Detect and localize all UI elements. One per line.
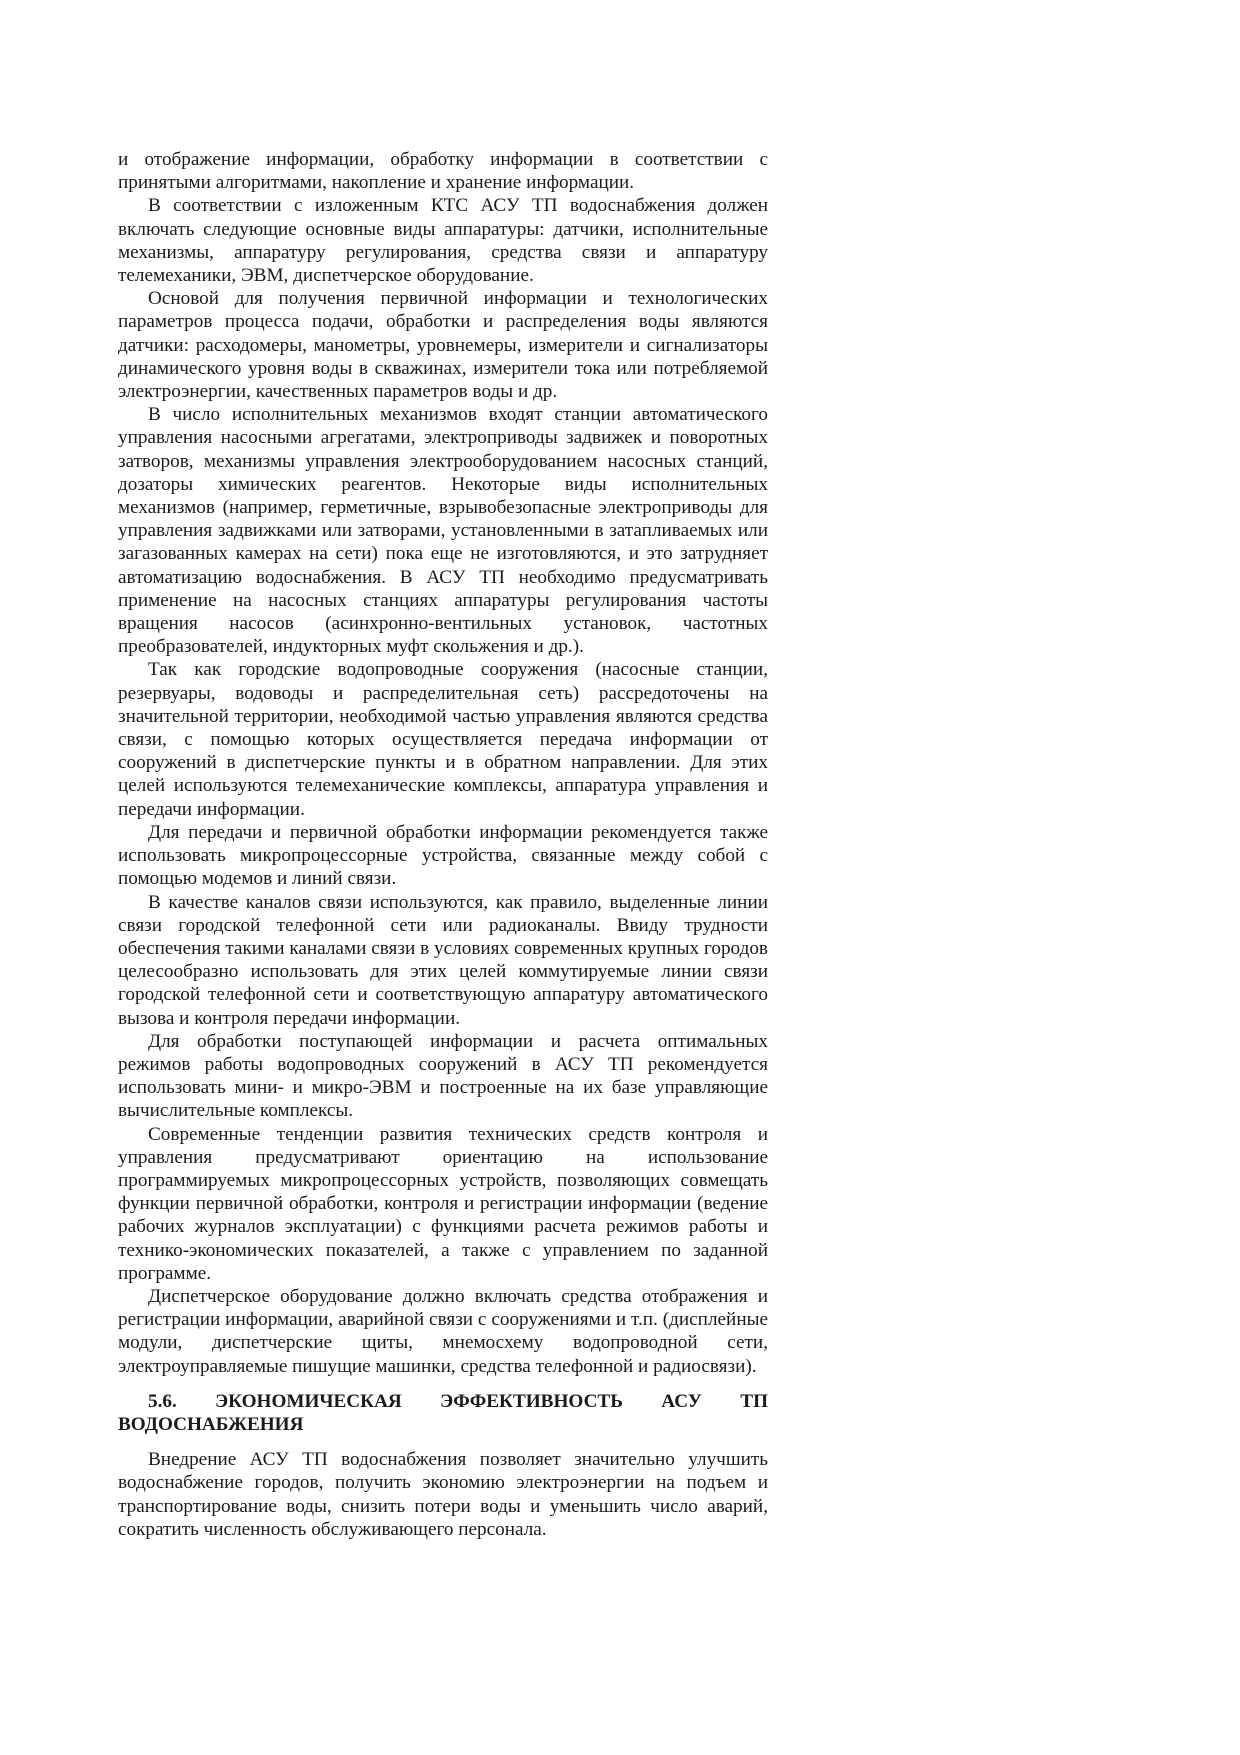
paragraph-modern-trends: Современные тенденции развития технических средств контроля и управления предусматривают ориентацию на использование программируемых микропроцессорных устройств, позволяющих совмещать функции первичной обработки, контроля и регистрации информации (ведение рабочих журналов эксплуатации) с функциями расчета режимов работы и технико-экономических показателей, а также с управлением по заданной программе. xyxy=(118,1123,768,1284)
section-heading: 5.6. ЭКОНОМИЧЕСКАЯ ЭФФЕКТИВНОСТЬ АСУ ТП ВОДОСНАБЖЕНИЯ xyxy=(118,1390,768,1435)
paragraph-sensors: Основой для получения первичной информации и технологических параметров процесса подачи, обработки и распределения воды являются датчики: расходомеры, манометры, уровнемеры, измерители и сигнализаторы динамического уровня воды в скважинах, измерители тока или потребляемой электроэнергии, качественных параметров воды и др. xyxy=(118,288,768,403)
paragraph-continuation: и отображение информации, обработку информации в соответствии с принятыми алгоритмами, накопление и хранение информации. xyxy=(118,149,768,194)
paragraph-communication-means: Так как городские водопроводные сооружения (насосные станции, резервуары, водоводы и распределительная сеть) рассредоточены на значительной территории, необходимой частью управления являются средства связи, с помощью которых осуществляется передача информации от сооружений в диспетчерские пункты и в обратном направлении. Для этих целей используются телемеханические комплексы, аппаратура управления и передачи информации. xyxy=(118,659,768,820)
paragraph-actuators: В число исполнительных механизмов входят станции автоматического управления насосными агрегатами, электроприводы задвижек и поворотных затворов, механизмы управления электрооборудованием насосных станций, дозаторы химических реагентов. Некоторые виды исполнительных механизмов (например, герметичные, взрывобезопасные электроприводы для управления задвижками или затворами, установленными в затапливаемых или загазованных камерах на сети) пока еще не изготовляются, и это затрудняет автоматизацию водоснабжения. В АСУ ТП необходимо предусматривать применение на насосных станциях аппаратуры регулирования частоты вращения насосов (асинхронно-вентильных установок, частотных преобразователей, индукторных муфт скольжения и др.). xyxy=(118,404,768,658)
paragraph-kts-equipment: В соответствии с изложенным КТС АСУ ТП водоснабжения должен включать следующие основные виды аппаратуры: датчики, исполнительные механизмы, аппаратуру регулирования, средства связи и аппаратуру телемеханики, ЭВМ, диспетчерское оборудование. xyxy=(118,195,768,287)
paragraph-computers: Для обработки поступающей информации и расчета оптимальных режимов работы водопроводных сооружений в АСУ ТП рекомендуется использовать мини- и микро-ЭВМ и построенные на их базе управляющие вычислительные комплексы. xyxy=(118,1030,768,1122)
document-body xyxy=(118,148,768,1541)
paragraph-dispatch-equipment: Диспетчерское оборудование должно включать средства отображения и регистрации информации, аварийной связи с сооружениями и т.п. (дисплейные модули, диспетчерские щиты, мнемосхему водопроводной сети, электроуправляемые пишущие машинки, средства телефонной и радиосвязи). xyxy=(118,1285,768,1377)
paragraph-implementation-benefits: Внедрение АСУ ТП водоснабжения позволяет значительно улучшить водоснабжение городов, получить экономию электроэнергии на подъем и транспортирование воды, снизить потери воды и уменьшить число аварий, сократить численность обслуживающего персонала. xyxy=(118,1449,768,1540)
paragraph-communication-channels: В качестве каналов связи используются, как правило, выделенные линии связи городской телефонной сети или радиоканалы. Ввиду трудности обеспечения такими каналами связи в условиях современных крупных городов целесообразно использовать для этих целей коммутируемые линии связи городской телефонной сети и соответствующую аппаратуру автоматического вызова и контроля передачи информации. xyxy=(118,891,768,1029)
paragraph-microprocessor-devices: Для передачи и первичной обработки информации рекомендуется также использовать микропроцессорные устройства, связанные между собой с помощью модемов и линий связи. xyxy=(118,821,768,890)
